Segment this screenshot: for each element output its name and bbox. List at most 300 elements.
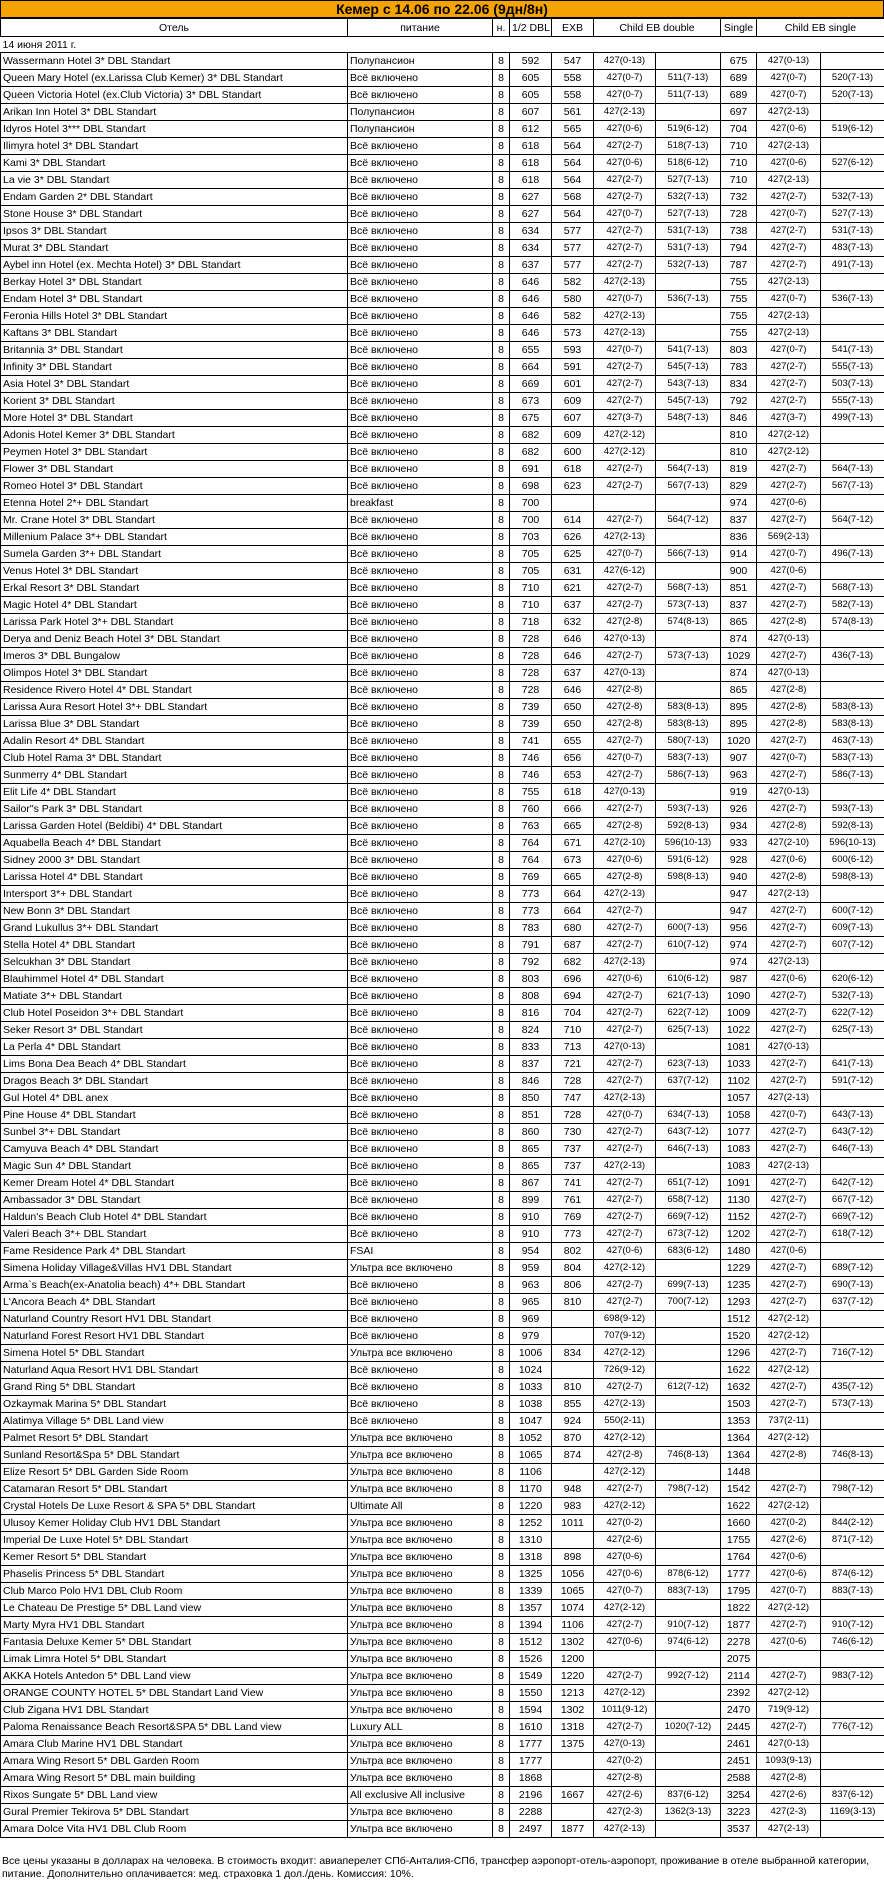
hotel-name: Imeros 3* DBL Bungalow bbox=[1, 648, 348, 665]
price-half-dbl: 675 bbox=[510, 410, 552, 427]
meal-plan: Всё включено bbox=[348, 716, 493, 733]
price-half-dbl: 824 bbox=[510, 1022, 552, 1039]
table-row bbox=[1, 1328, 884, 1345]
table-row bbox=[1, 750, 884, 767]
child-eb-double-1: 427(2-6) bbox=[594, 1532, 656, 1549]
table-row bbox=[1, 1583, 884, 1600]
nights: 8 bbox=[493, 1719, 510, 1736]
table-row bbox=[1, 852, 884, 869]
hotel-name: Catamaran Resort 5* DBL Standart bbox=[1, 1481, 348, 1498]
hotel-name: Rixos Sungate 5* DBL Land view bbox=[1, 1787, 348, 1804]
price-single: 1877 bbox=[721, 1617, 757, 1634]
child-eb-double-2: 673(7-12) bbox=[656, 1226, 721, 1243]
table-row bbox=[1, 1634, 884, 1651]
table-row bbox=[1, 104, 884, 121]
nights: 8 bbox=[493, 1770, 510, 1787]
table-row bbox=[1, 1566, 884, 1583]
child-eb-single-2 bbox=[821, 1158, 884, 1175]
price-exb: 721 bbox=[552, 1056, 594, 1073]
nights: 8 bbox=[493, 70, 510, 87]
child-eb-double-1: 427(2-7) bbox=[594, 648, 656, 665]
child-eb-double-2 bbox=[656, 1090, 721, 1107]
price-single: 947 bbox=[721, 903, 757, 920]
price-single: 1020 bbox=[721, 733, 757, 750]
table-row bbox=[1, 1226, 884, 1243]
hotel-name: Aybel inn Hotel (ex. Mechta Hotel) 3* DBL Standart bbox=[1, 257, 348, 274]
table-row bbox=[1, 1549, 884, 1566]
child-eb-single-1: 427(0-6) bbox=[757, 852, 821, 869]
meal-plan: Ультра все включено bbox=[348, 1345, 493, 1362]
col-child-eb-double-header: Child EB double bbox=[594, 19, 721, 37]
child-eb-single-2 bbox=[821, 1600, 884, 1617]
hotel-name: Murat 3* DBL Standart bbox=[1, 240, 348, 257]
hotel-name: Stella Hotel 4* DBL Standart bbox=[1, 937, 348, 954]
price-single: 1822 bbox=[721, 1600, 757, 1617]
child-eb-single-2: 596(10-13) bbox=[821, 835, 884, 852]
child-eb-double-1: 427(2-7) bbox=[594, 597, 656, 614]
child-eb-single-1: 427(0-7) bbox=[757, 1107, 821, 1124]
hotel-name: Larissa Blue 3* DBL Standart bbox=[1, 716, 348, 733]
hotel-name: Valeri Beach 3*+ DBL Standart bbox=[1, 1226, 348, 1243]
price-half-dbl: 592 bbox=[510, 53, 552, 70]
nights: 8 bbox=[493, 937, 510, 954]
hotel-name: Sidney 2000 3* DBL Standart bbox=[1, 852, 348, 869]
nights: 8 bbox=[493, 308, 510, 325]
table-row bbox=[1, 1600, 884, 1617]
meal-plan: Всё включено bbox=[348, 971, 493, 988]
meal-plan: Всё включено bbox=[348, 1056, 493, 1073]
child-eb-single-1: 569(2-13) bbox=[757, 529, 821, 546]
price-half-dbl: 703 bbox=[510, 529, 552, 546]
price-single: 1083 bbox=[721, 1158, 757, 1175]
table-row bbox=[1, 342, 884, 359]
child-eb-single-2: 435(7-12) bbox=[821, 1379, 884, 1396]
price-single: 1364 bbox=[721, 1447, 757, 1464]
table-row bbox=[1, 529, 884, 546]
child-eb-single-1: 427(2-7) bbox=[757, 1005, 821, 1022]
meal-plan: Ультра все включено bbox=[348, 1549, 493, 1566]
price-half-dbl: 1594 bbox=[510, 1702, 552, 1719]
child-eb-double-1: 427(2-7) bbox=[594, 1192, 656, 1209]
price-exb: 655 bbox=[552, 733, 594, 750]
price-exb: 565 bbox=[552, 121, 594, 138]
child-eb-single-1: 427(0-2) bbox=[757, 1515, 821, 1532]
child-eb-double-2 bbox=[656, 53, 721, 70]
price-exb: 804 bbox=[552, 1260, 594, 1277]
meal-plan: Ultimate All bbox=[348, 1498, 493, 1515]
meal-plan: Всё включено bbox=[348, 852, 493, 869]
child-eb-double-2: 545(7-13) bbox=[656, 359, 721, 376]
meal-plan: Ультра все включено bbox=[348, 1702, 493, 1719]
child-eb-double-1 bbox=[594, 1651, 656, 1668]
meal-plan: Всё включено bbox=[348, 631, 493, 648]
table-row bbox=[1, 580, 884, 597]
meal-plan: Всё включено bbox=[348, 410, 493, 427]
child-eb-single-2: 568(7-13) bbox=[821, 580, 884, 597]
hotel-name: Blauhimmel Hotel 4* DBL Standart bbox=[1, 971, 348, 988]
table-row bbox=[1, 682, 884, 699]
child-eb-double-2: 518(7-13) bbox=[656, 138, 721, 155]
price-half-dbl: 618 bbox=[510, 172, 552, 189]
price-half-dbl: 1252 bbox=[510, 1515, 552, 1532]
child-eb-single-1: 427(2-6) bbox=[757, 1787, 821, 1804]
price-half-dbl: 718 bbox=[510, 614, 552, 631]
child-eb-single-2 bbox=[821, 53, 884, 70]
hotel-name: Larissa Hotel 4* DBL Standart bbox=[1, 869, 348, 886]
price-single: 1029 bbox=[721, 648, 757, 665]
hotel-name: Alatimya Village 5* DBL Land view bbox=[1, 1413, 348, 1430]
price-single: 738 bbox=[721, 223, 757, 240]
child-eb-single-1: 1093(9-13) bbox=[757, 1753, 821, 1770]
child-eb-single-1: 427(0-13) bbox=[757, 1039, 821, 1056]
price-single: 794 bbox=[721, 240, 757, 257]
child-eb-double-2 bbox=[656, 1753, 721, 1770]
price-exb: 664 bbox=[552, 903, 594, 920]
child-eb-single-2 bbox=[821, 495, 884, 512]
child-eb-double-2 bbox=[656, 682, 721, 699]
nights: 8 bbox=[493, 1209, 510, 1226]
price-single: 2445 bbox=[721, 1719, 757, 1736]
hotel-name: Larissa Garden Hotel (Beldibi) 4* DBL Standart bbox=[1, 818, 348, 835]
child-eb-double-1: 427(2-7) bbox=[594, 376, 656, 393]
table-row bbox=[1, 1209, 884, 1226]
table-row bbox=[1, 1277, 884, 1294]
table-row bbox=[1, 1039, 884, 1056]
meal-plan: Всё включено bbox=[348, 240, 493, 257]
nights: 8 bbox=[493, 954, 510, 971]
child-eb-double-2: 610(7-12) bbox=[656, 937, 721, 954]
table-row bbox=[1, 784, 884, 801]
child-eb-double-1: 427(2-13) bbox=[594, 1158, 656, 1175]
price-single: 1353 bbox=[721, 1413, 757, 1430]
table-row bbox=[1, 1294, 884, 1311]
nights: 8 bbox=[493, 801, 510, 818]
child-eb-single-1: 427(0-7) bbox=[757, 750, 821, 767]
price-exb bbox=[552, 1770, 594, 1787]
child-eb-single-2: 593(7-13) bbox=[821, 801, 884, 818]
child-eb-double-1: 427(2-13) bbox=[594, 274, 656, 291]
hotel-name: Kami 3* DBL Standart bbox=[1, 155, 348, 172]
child-eb-double-2: 883(7-13) bbox=[656, 1583, 721, 1600]
child-eb-double-1: 427(0-7) bbox=[594, 1583, 656, 1600]
child-eb-single-2: 910(7-12) bbox=[821, 1617, 884, 1634]
hotel-name: Queen Mary Hotel (ex.Larissa Club Kemer) 3* DBL Standart bbox=[1, 70, 348, 87]
hotel-name: Ulusoy Kemer Holiday Club HV1 DBL Standart bbox=[1, 1515, 348, 1532]
hotel-name: Selcukhan 3* DBL Standart bbox=[1, 954, 348, 971]
price-exb: 600 bbox=[552, 444, 594, 461]
nights: 8 bbox=[493, 1090, 510, 1107]
child-eb-single-2: 600(6-12) bbox=[821, 852, 884, 869]
price-single: 1622 bbox=[721, 1362, 757, 1379]
price-exb: 614 bbox=[552, 512, 594, 529]
price-half-dbl: 833 bbox=[510, 1039, 552, 1056]
price-exb: 650 bbox=[552, 716, 594, 733]
nights: 8 bbox=[493, 852, 510, 869]
price-exb: 577 bbox=[552, 240, 594, 257]
price-exb: 618 bbox=[552, 461, 594, 478]
price-half-dbl: 710 bbox=[510, 580, 552, 597]
child-eb-double-2: 591(6-12) bbox=[656, 852, 721, 869]
price-single: 926 bbox=[721, 801, 757, 818]
price-half-dbl: 899 bbox=[510, 1192, 552, 1209]
child-eb-single-2: 620(6-12) bbox=[821, 971, 884, 988]
child-eb-double-2 bbox=[656, 529, 721, 546]
meal-plan: Ультра все включено bbox=[348, 1515, 493, 1532]
hotel-name: Derya and Deniz Beach Hotel 3* DBL Standart bbox=[1, 631, 348, 648]
table-row bbox=[1, 1753, 884, 1770]
price-single: 846 bbox=[721, 410, 757, 427]
meal-plan: Ультра все включено bbox=[348, 1600, 493, 1617]
price-exb: 728 bbox=[552, 1073, 594, 1090]
child-eb-single-1: 427(2-7) bbox=[757, 1124, 821, 1141]
child-eb-double-2 bbox=[656, 1736, 721, 1753]
child-eb-single-1: 737(2-11) bbox=[757, 1413, 821, 1430]
child-eb-double-2 bbox=[656, 954, 721, 971]
child-eb-single-1: 427(2-7) bbox=[757, 393, 821, 410]
price-single: 675 bbox=[721, 53, 757, 70]
child-eb-single-2: 541(7-13) bbox=[821, 342, 884, 359]
table-row bbox=[1, 512, 884, 529]
child-eb-double-2: 634(7-13) bbox=[656, 1107, 721, 1124]
child-eb-double-1: 427(2-7) bbox=[594, 359, 656, 376]
child-eb-double-1: 427(0-6) bbox=[594, 971, 656, 988]
price-half-dbl: 605 bbox=[510, 87, 552, 104]
price-exb: 601 bbox=[552, 376, 594, 393]
child-eb-double-2: 592(8-13) bbox=[656, 818, 721, 835]
nights: 8 bbox=[493, 1175, 510, 1192]
child-eb-single-1: 427(2-7) bbox=[757, 1396, 821, 1413]
child-eb-double-1: 427(2-7) bbox=[594, 512, 656, 529]
child-eb-double-1: 427(2-7) bbox=[594, 461, 656, 478]
child-eb-double-1: 427(0-6) bbox=[594, 155, 656, 172]
price-half-dbl: 634 bbox=[510, 223, 552, 240]
child-eb-single-2: 983(7-12) bbox=[821, 1668, 884, 1685]
child-eb-single-2: 798(7-12) bbox=[821, 1481, 884, 1498]
child-eb-single-1: 427(0-6) bbox=[757, 971, 821, 988]
price-half-dbl: 646 bbox=[510, 325, 552, 342]
price-exb: 747 bbox=[552, 1090, 594, 1107]
price-exb: 646 bbox=[552, 631, 594, 648]
price-half-dbl: 682 bbox=[510, 444, 552, 461]
child-eb-single-2 bbox=[821, 1498, 884, 1515]
nights: 8 bbox=[493, 1073, 510, 1090]
child-eb-double-1: 427(2-7) bbox=[594, 1379, 656, 1396]
child-eb-single-1: 427(2-8) bbox=[757, 716, 821, 733]
price-exb: 1302 bbox=[552, 1634, 594, 1651]
child-eb-single-2: 625(7-13) bbox=[821, 1022, 884, 1039]
price-exb: 737 bbox=[552, 1158, 594, 1175]
hotel-name: Sunmerry 4* DBL Standart bbox=[1, 767, 348, 784]
price-half-dbl: 755 bbox=[510, 784, 552, 801]
hotel-name: Etenna Hotel 2*+ DBL Standart bbox=[1, 495, 348, 512]
nights: 8 bbox=[493, 1668, 510, 1685]
child-eb-double-2: 527(7-13) bbox=[656, 206, 721, 223]
meal-plan: Ультра все включено bbox=[348, 1685, 493, 1702]
child-eb-single-2: 520(7-13) bbox=[821, 87, 884, 104]
price-exb: 673 bbox=[552, 852, 594, 869]
price-half-dbl: 760 bbox=[510, 801, 552, 818]
price-single: 1022 bbox=[721, 1022, 757, 1039]
table-row bbox=[1, 1481, 884, 1498]
child-eb-double-2: 837(6-12) bbox=[656, 1787, 721, 1804]
nights: 8 bbox=[493, 1260, 510, 1277]
price-exb: 607 bbox=[552, 410, 594, 427]
child-eb-double-1: 698(9-12) bbox=[594, 1311, 656, 1328]
nights: 8 bbox=[493, 444, 510, 461]
price-single: 2451 bbox=[721, 1753, 757, 1770]
child-eb-single-1: 427(0-13) bbox=[757, 631, 821, 648]
hotel-name: Camyuva Beach 4* DBL Standart bbox=[1, 1141, 348, 1158]
nights: 8 bbox=[493, 1804, 510, 1821]
hotel-name: Pine House 4* DBL Standart bbox=[1, 1107, 348, 1124]
table-row bbox=[1, 257, 884, 274]
price-single: 1296 bbox=[721, 1345, 757, 1362]
price-half-dbl: 739 bbox=[510, 699, 552, 716]
child-eb-double-2 bbox=[656, 1158, 721, 1175]
hotel-name: Ambassador 3* DBL Standart bbox=[1, 1192, 348, 1209]
child-eb-single-1: 427(2-7) bbox=[757, 1260, 821, 1277]
meal-plan: Всё включено bbox=[348, 189, 493, 206]
price-half-dbl: 741 bbox=[510, 733, 552, 750]
child-eb-double-2: 878(6-12) bbox=[656, 1566, 721, 1583]
table-row bbox=[1, 393, 884, 410]
child-eb-double-1: 427(0-6) bbox=[594, 1634, 656, 1651]
meal-plan: Всё включено bbox=[348, 1141, 493, 1158]
table-row bbox=[1, 410, 884, 427]
price-exb: 773 bbox=[552, 1226, 594, 1243]
price-single: 900 bbox=[721, 563, 757, 580]
price-exb: 568 bbox=[552, 189, 594, 206]
child-eb-single-2: 491(7-13) bbox=[821, 257, 884, 274]
price-single: 1235 bbox=[721, 1277, 757, 1294]
nights: 8 bbox=[493, 104, 510, 121]
table-row bbox=[1, 1396, 884, 1413]
child-eb-double-2 bbox=[656, 1702, 721, 1719]
price-exb: 704 bbox=[552, 1005, 594, 1022]
child-eb-double-1: 427(2-7) bbox=[594, 801, 656, 818]
child-eb-single-2: 582(7-13) bbox=[821, 597, 884, 614]
hotel-name: Amara Wing Resort 5* DBL main building bbox=[1, 1770, 348, 1787]
table-row bbox=[1, 1498, 884, 1515]
meal-plan: Всё включено bbox=[348, 1277, 493, 1294]
child-eb-single-2: 532(7-13) bbox=[821, 988, 884, 1005]
child-eb-single-1: 427(2-7) bbox=[757, 767, 821, 784]
price-exb: 623 bbox=[552, 478, 594, 495]
child-eb-single-2: 716(7-12) bbox=[821, 1345, 884, 1362]
price-single: 3223 bbox=[721, 1804, 757, 1821]
child-eb-double-2: 646(7-13) bbox=[656, 1141, 721, 1158]
child-eb-double-1: 427(2-7) bbox=[594, 920, 656, 937]
child-eb-single-1: 427(2-7) bbox=[757, 1226, 821, 1243]
price-exb: 664 bbox=[552, 886, 594, 903]
price-single: 940 bbox=[721, 869, 757, 886]
child-eb-double-1: 427(0-2) bbox=[594, 1753, 656, 1770]
child-eb-double-1: 550(2-11) bbox=[594, 1413, 656, 1430]
child-eb-double-2: 612(7-12) bbox=[656, 1379, 721, 1396]
child-eb-single-2: 567(7-13) bbox=[821, 478, 884, 495]
child-eb-single-1: 427(2-8) bbox=[757, 1770, 821, 1787]
price-single: 895 bbox=[721, 699, 757, 716]
price-exb: 609 bbox=[552, 393, 594, 410]
meal-plan: Всё включено bbox=[348, 1175, 493, 1192]
col-half-dbl-header: 1/2 DBL bbox=[510, 19, 552, 37]
table-row bbox=[1, 801, 884, 818]
meal-plan: Полупансион bbox=[348, 104, 493, 121]
price-exb bbox=[552, 1328, 594, 1345]
price-single: 1542 bbox=[721, 1481, 757, 1498]
child-eb-single-2 bbox=[821, 784, 884, 801]
child-eb-single-1: 427(0-6) bbox=[757, 121, 821, 138]
table-row bbox=[1, 869, 884, 886]
child-eb-single-1: 427(2-3) bbox=[757, 1804, 821, 1821]
nights: 8 bbox=[493, 359, 510, 376]
price-half-dbl: 618 bbox=[510, 138, 552, 155]
price-half-dbl: 816 bbox=[510, 1005, 552, 1022]
hotel-name: AKKA Hotels Antedon 5* DBL Land view bbox=[1, 1668, 348, 1685]
price-single: 1520 bbox=[721, 1328, 757, 1345]
hotel-name: Intersport 3*+ DBL Standart bbox=[1, 886, 348, 903]
child-eb-single-1: 427(2-7) bbox=[757, 1668, 821, 1685]
price-single: 1091 bbox=[721, 1175, 757, 1192]
price-single: 2461 bbox=[721, 1736, 757, 1753]
price-half-dbl: 963 bbox=[510, 1277, 552, 1294]
child-eb-single-1: 427(2-13) bbox=[757, 104, 821, 121]
child-eb-single-1: 427(2-12) bbox=[757, 1498, 821, 1515]
meal-plan: Ультра все включено bbox=[348, 1430, 493, 1447]
child-eb-double-1: 427(2-7) bbox=[594, 903, 656, 920]
price-half-dbl: 607 bbox=[510, 104, 552, 121]
meal-plan: Всё включено bbox=[348, 886, 493, 903]
hotel-name: Sunland Resort&Spa 5* DBL Standart bbox=[1, 1447, 348, 1464]
child-eb-single-2: 555(7-13) bbox=[821, 393, 884, 410]
price-single: 803 bbox=[721, 342, 757, 359]
price-exb: 1302 bbox=[552, 1702, 594, 1719]
child-eb-single-1: 427(2-7) bbox=[757, 376, 821, 393]
child-eb-single-1: 427(2-7) bbox=[757, 1209, 821, 1226]
price-half-dbl: 1038 bbox=[510, 1396, 552, 1413]
price-exb bbox=[552, 1362, 594, 1379]
child-eb-single-2: 874(6-12) bbox=[821, 1566, 884, 1583]
child-eb-double-1: 427(2-7) bbox=[594, 172, 656, 189]
child-eb-double-2: 746(8-13) bbox=[656, 1447, 721, 1464]
price-exb: 621 bbox=[552, 580, 594, 597]
nights: 8 bbox=[493, 886, 510, 903]
price-single: 1480 bbox=[721, 1243, 757, 1260]
nights: 8 bbox=[493, 988, 510, 1005]
price-exb: 1220 bbox=[552, 1668, 594, 1685]
price-single: 914 bbox=[721, 546, 757, 563]
meal-plan: Всё включено bbox=[348, 529, 493, 546]
child-eb-double-2 bbox=[656, 308, 721, 325]
nights: 8 bbox=[493, 1430, 510, 1447]
child-eb-double-1: 427(0-6) bbox=[594, 1243, 656, 1260]
hotel-name: Adonis Hotel Kemer 3* DBL Standart bbox=[1, 427, 348, 444]
hotel-name: Palmet Resort 5* DBL Standart bbox=[1, 1430, 348, 1447]
meal-plan: Всё включено bbox=[348, 699, 493, 716]
price-exb bbox=[552, 1753, 594, 1770]
child-eb-double-1: 427(0-6) bbox=[594, 852, 656, 869]
price-half-dbl: 860 bbox=[510, 1124, 552, 1141]
child-eb-double-2: 1362(3-13) bbox=[656, 1804, 721, 1821]
meal-plan: Всё включено bbox=[348, 1192, 493, 1209]
child-eb-double-1: 427(0-6) bbox=[594, 1566, 656, 1583]
price-single: 819 bbox=[721, 461, 757, 478]
meal-plan: Всё включено bbox=[348, 376, 493, 393]
child-eb-single-2 bbox=[821, 308, 884, 325]
nights: 8 bbox=[493, 920, 510, 937]
child-eb-single-2: 564(7-12) bbox=[821, 512, 884, 529]
child-eb-single-1: 427(2-7) bbox=[757, 1719, 821, 1736]
